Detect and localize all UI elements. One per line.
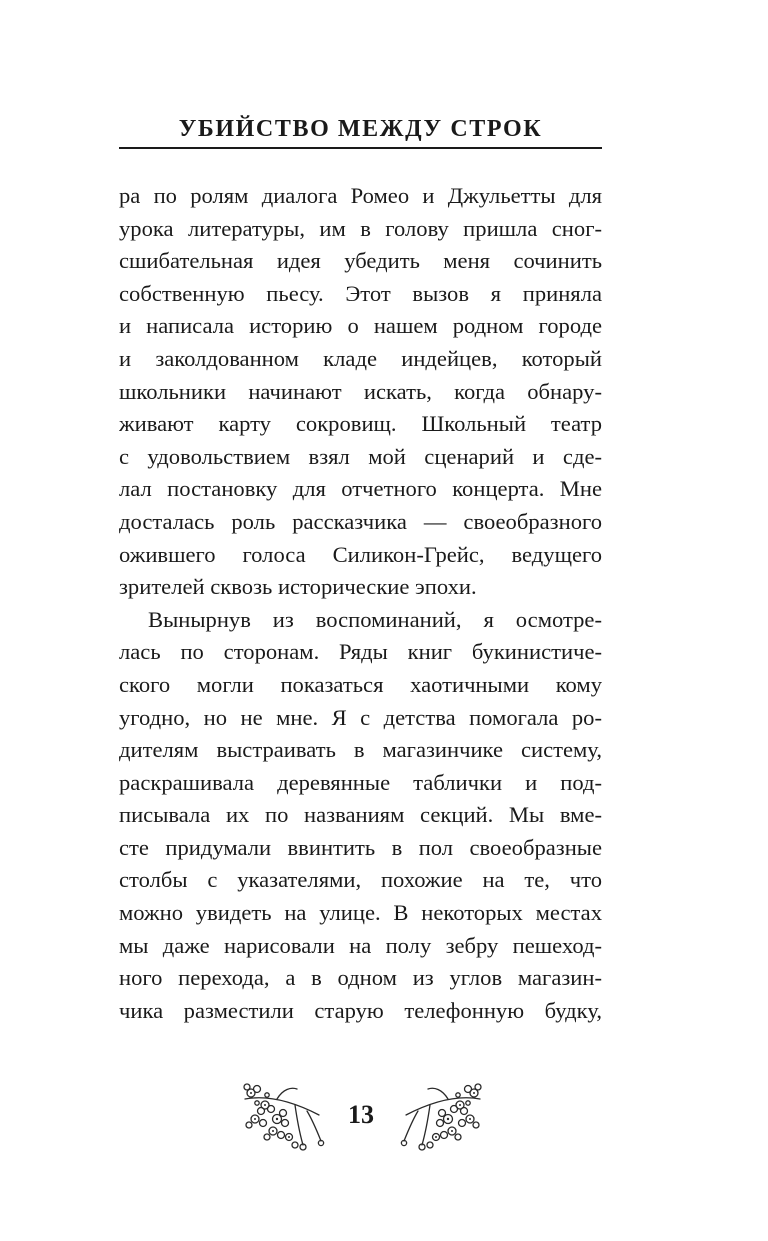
page-number: 13 <box>348 1100 374 1129</box>
text-line: живают карту сокровищ. Школьный театр <box>119 411 602 437</box>
text-line: лал постановку для отчетного концерта. Мне <box>119 476 602 502</box>
text-line: сте придумали ввинтить в пол своеобразные <box>119 834 602 860</box>
body-text <box>119 180 602 1027</box>
text-line: дителям выстраивать в магазинчике систему, <box>119 737 602 763</box>
text-line: и заколдованном кладе индейцев, который <box>119 345 602 371</box>
text-line: школьники начинают искать, когда обнару- <box>119 378 602 404</box>
floral-branch-left-icon <box>237 1075 327 1155</box>
text-line: лась по сторонам. Ряды книг букинистиче- <box>119 639 602 665</box>
text-line: ра по ролям диалога Ромео и Джульетты для <box>119 183 602 208</box>
text-line: досталась роль рассказчика — своеобразного <box>119 508 602 534</box>
text-line: ожившего голоса Силикон-Грейс, ведущего <box>119 541 602 567</box>
text-line: столбы с указателями, похожие на те, что <box>119 867 602 893</box>
page-footer <box>0 1075 768 1155</box>
text-line: сшибательная идея убедить меня сочинить <box>119 248 602 274</box>
text-line: раскрашивала деревянные таблички и под- <box>119 769 602 795</box>
text-line: ского могли показаться хаотичными кому <box>119 671 602 697</box>
running-head: УБИЙСТВО МЕЖДУ СТРОК <box>178 116 543 142</box>
text-line: угодно, но не мне. Я с детства помогала ро- <box>119 704 602 730</box>
text-line: мы даже нарисовали на полу зебру пешеход- <box>119 932 602 958</box>
text-line: можно увидеть на улице. В некоторых местах <box>119 900 602 926</box>
text-line: с удовольствием взял мой сценарий и сде- <box>119 443 602 469</box>
text-line: Вынырнув из воспоминаний, я осмотре- <box>148 606 602 632</box>
text-line: чика разместили старую телефонную будку, <box>119 997 602 1023</box>
floral-branch-right-icon <box>398 1075 488 1155</box>
text-line: писывала их по названиям секций. Мы вме- <box>119 802 602 828</box>
text-line: урока литературы, им в голову пришла сног- <box>119 215 602 241</box>
header-rule <box>119 147 602 149</box>
text-line: собственную пьесу. Этот вызов я приняла <box>119 280 602 306</box>
text-line: и написала историю о нашем родном городе <box>119 313 602 339</box>
text-line: зрителей сквозь исторические эпохи. <box>119 574 477 600</box>
text-line: ного перехода, а в одном из углов магазин- <box>119 965 602 991</box>
